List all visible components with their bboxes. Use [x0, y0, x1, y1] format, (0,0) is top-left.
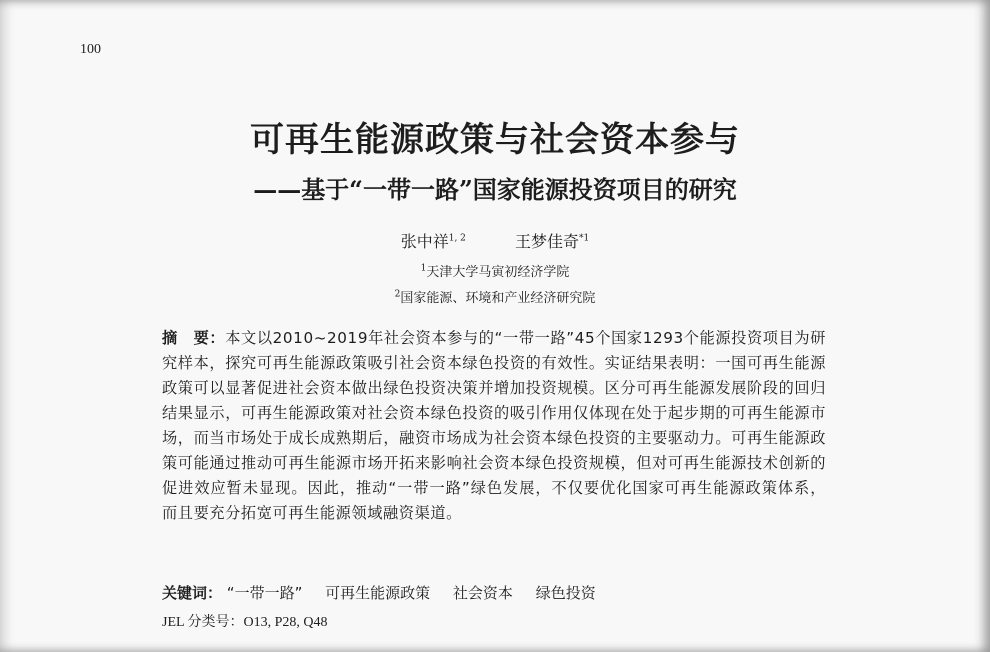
keyword: 绿色投资 — [535, 584, 596, 602]
affiliation — [0, 287, 990, 306]
affiliation-mark: 1 — [420, 263, 427, 274]
page-number: 100 — [80, 42, 101, 57]
author — [401, 229, 466, 252]
author — [515, 229, 589, 252]
author-affiliation-mark: *1 — [579, 233, 590, 244]
author-affiliation-mark: 1, 2 — [448, 233, 466, 244]
keyword: 可再生能源政策 — [325, 584, 431, 602]
abstract-text: 本文以2010~2019年社会资本参与的“一带一路”45个国家1293个能源投资项目为研究样本，探究可再生能源政策吸引社会资本绿色投资的有效性。实证结果表明：一国可再生能源政策可以显著促进社会资本做出绿色投资决策并增加投资规模。区分可再生能源发展阶段的回归结果显示，可再生能源政策对社会资本绿色投资的吸引作用仅体现在处于起步期的可再生能源市场，而当市场处于成长成熟期后，融资市场成为社会资本绿色投资的主要驱动力。可再生能源政策可能通过推动可再生能源市场开拓来影响社会资本绿色投资规模，但对可再生能源技术创新的促进效应暂未显现。因此，推动“一带一路”绿色发展，不仅要优化国家可再生能源政策体系，而且要充分拓宽可再生能源领域融资渠道。 — [162, 329, 827, 522]
paper-subtitle: ——基于“一带一路”国家能源投资项目的研究 — [253, 175, 737, 204]
keywords-label: 关键词： — [162, 584, 223, 602]
paper-title: 可再生能源政策与社会资本参与 — [250, 120, 740, 160]
abstract — [162, 326, 826, 526]
author-name: 张中祥 — [400, 232, 449, 251]
keyword: 社会资本 — [452, 584, 513, 602]
affiliation — [0, 261, 990, 280]
affiliation-mark: 2 — [394, 289, 401, 300]
keywords — [162, 582, 614, 603]
abstract-label: 摘 要： — [162, 329, 226, 347]
author-list — [0, 229, 990, 252]
affiliation-text: 天津大学马寅初经济学院 — [426, 265, 570, 280]
affiliation-text: 国家能源、环境和产业经济研究院 — [400, 291, 596, 306]
author-name: 王梦佳奇 — [515, 232, 580, 251]
keyword: “一带一路” — [226, 584, 303, 602]
jel-classification: JEL 分类号：O13, P28, Q48 — [162, 615, 328, 630]
